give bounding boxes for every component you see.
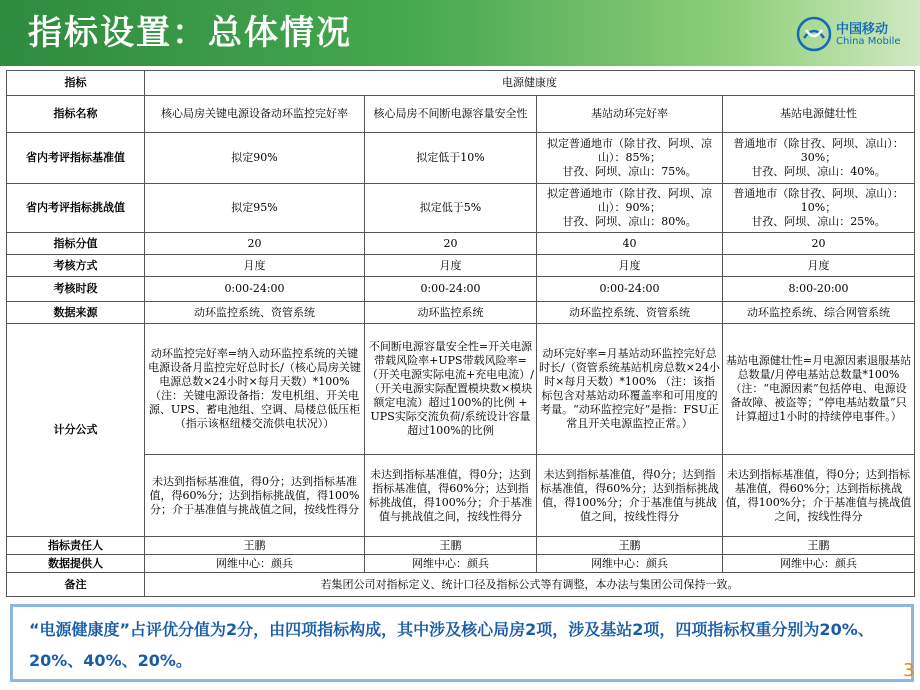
table-row-remark — [7, 573, 915, 597]
column-name-4: 基站电源健壮性 — [723, 96, 915, 133]
owner-cell: 王鹏 — [145, 537, 365, 555]
baseline-cell: 拟定90% — [145, 133, 365, 184]
scoring-rule-cell: 未达到指标基准值，得0分；达到指标基准值，得60%分；达到指标挑战值，得100%分；介于基准值与挑战值之间，按线性得分 — [365, 455, 537, 537]
owner-cell: 王鹏 — [537, 537, 723, 555]
period-cell: 0:00-24:00 — [537, 277, 723, 302]
table-row-provider — [7, 555, 915, 573]
row-label-period: 考核时段 — [7, 277, 145, 302]
column-name-2: 核心局房不间断电源容量安全性 — [365, 96, 537, 133]
baseline-cell: 拟定普通地市（除甘孜、阿坝、凉山）：85%； 甘孜、阿坝、凉山：75%。 — [537, 133, 723, 184]
source-cell: 动环监控系统、资管系统 — [145, 302, 365, 324]
table-row-owner — [7, 537, 915, 555]
row-label-source: 数据来源 — [7, 302, 145, 324]
row-label-method: 考核方式 — [7, 255, 145, 277]
column-name-3: 基站动环完好率 — [537, 96, 723, 133]
formula-cell: 动环完好率=月基站动环监控完好总时长/（资管系统基站机房总数×24小时×每月天数）*100% （注：该指标包含对基站动环覆盖率和可用度的考量。“动环监控完好”是指：FSU正常且开关电源监控正常。） — [537, 324, 723, 455]
provider-cell: 网维中心：颜兵 — [365, 555, 537, 573]
table-row-indicator-name — [7, 96, 915, 133]
score-cell: 20 — [723, 233, 915, 255]
remark-cell: 若集团公司对指标定义、统计口径及指标公式等有调整，本办法与集团公司保持一致。 — [145, 573, 915, 597]
scoring-rule-cell: 未达到指标基准值，得0分；达到指标基准值，得60%分；达到指标挑战值，得100%分；介于基准值与挑战值之间，按线性得分 — [723, 455, 915, 537]
method-cell: 月度 — [145, 255, 365, 277]
table-row-method — [7, 255, 915, 277]
indicator-table — [6, 70, 915, 597]
method-cell: 月度 — [723, 255, 915, 277]
score-cell: 20 — [365, 233, 537, 255]
source-cell: 动环监控系统 — [365, 302, 537, 324]
challenge-cell: 拟定95% — [145, 184, 365, 233]
score-cell: 40 — [537, 233, 723, 255]
formula-cell: 不间断电源容量安全性=开关电源带载风险率+UPS带载风险率=（开关电源实际电流+充电电流）/（开关电源实际配置模块数×模块额定电流）超过100%的比例 + UPS实际交流负荷/系统设计容量超过100%的比例 — [365, 324, 537, 455]
source-cell: 动环监控系统、资管系统 — [537, 302, 723, 324]
corner-label: 指标 — [7, 71, 145, 96]
group-label: 电源健康度 — [145, 71, 915, 96]
table-row-challenge — [7, 184, 915, 233]
row-label-formula: 计分公式 — [7, 324, 145, 537]
slide-title: 指标设置：总体情况 — [28, 13, 352, 53]
row-label-baseline: 省内考评指标基准值 — [7, 133, 145, 184]
provider-cell: 网维中心：颜兵 — [145, 555, 365, 573]
method-cell: 月度 — [537, 255, 723, 277]
period-cell: 0:00-24:00 — [365, 277, 537, 302]
table-row-formula — [7, 324, 915, 455]
summary-text: “电源健康度”占评优分值为2分，由四项指标构成，其中涉及核心局房2项，涉及基站2项，四项指标权重分别为20%、20%、40%、20%。 — [29, 620, 874, 670]
row-label-remark: 备注 — [7, 573, 145, 597]
challenge-cell: 拟定普通地市（除甘孜、阿坝、凉山）：90%； 甘孜、阿坝、凉山：80%。 — [537, 184, 723, 233]
summary-box — [10, 604, 914, 682]
owner-cell: 王鹏 — [723, 537, 915, 555]
provider-cell: 网维中心：颜兵 — [537, 555, 723, 573]
slide-header — [0, 0, 920, 66]
method-cell: 月度 — [365, 255, 537, 277]
source-cell: 动环监控系统、综合网管系统 — [723, 302, 915, 324]
row-label-score: 指标分值 — [7, 233, 145, 255]
scoring-rule-cell: 未达到指标基准值，得0分；达到指标基准值，得60%分；达到指标挑战值，得100%分；介于基准值与挑战值之间，按线性得分 — [145, 455, 365, 537]
owner-cell: 王鹏 — [365, 537, 537, 555]
table-row-period — [7, 277, 915, 302]
score-cell: 20 — [145, 233, 365, 255]
page-number: 3 — [903, 660, 915, 681]
table-row-score — [7, 233, 915, 255]
baseline-cell: 拟定低于10% — [365, 133, 537, 184]
challenge-cell: 拟定低于5% — [365, 184, 537, 233]
row-label-indicator-name: 指标名称 — [7, 96, 145, 133]
row-label-provider: 数据提供人 — [7, 555, 145, 573]
period-cell: 8:00-20:00 — [723, 277, 915, 302]
provider-cell: 网维中心：颜兵 — [723, 555, 915, 573]
column-name-1: 核心局房关键电源设备动环监控完好率 — [145, 96, 365, 133]
table-row-source — [7, 302, 915, 324]
china-mobile-logo — [796, 12, 916, 56]
china-mobile-logo-icon — [796, 16, 832, 52]
row-label-owner: 指标责任人 — [7, 537, 145, 555]
scoring-rule-cell: 未达到指标基准值，得0分；达到指标基准值，得60%分；达到指标挑战值，得100%分；介于基准值与挑战值之间，按线性得分 — [537, 455, 723, 537]
formula-cell: 基站电源健壮性=月电源因素退服基站总数量/月停电基站总数量*100% （注：“电源因素”包括停电、电源设备故障、被盗等；“停电基站数量”只计算超过1小时的持续停电事件。） — [723, 324, 915, 455]
challenge-cell: 普通地市（除甘孜、阿坝、凉山）：10%； 甘孜、阿坝、凉山：25%。 — [723, 184, 915, 233]
baseline-cell: 普通地市（除甘孜、阿坝、凉山）：30%； 甘孜、阿坝、凉山：40%。 — [723, 133, 915, 184]
row-label-challenge: 省内考评指标挑战值 — [7, 184, 145, 233]
brand-name-cn: 中国移动 — [836, 22, 889, 37]
period-cell: 0:00-24:00 — [145, 277, 365, 302]
table-row-baseline — [7, 133, 915, 184]
brand-name-en: China Mobile — [836, 36, 901, 47]
table-row-group — [7, 71, 915, 96]
formula-cell: 动环监控完好率=纳入动环监控系统的关键电源设备月监控完好总时长/（核心局房关键电源总数×24小时×每月天数）*100%（注：关键电源设备指：发电机组、开关电源、UPS、蓄电池组、空调、局楼总低压柜（指示该枢纽楼交流供电状况）） — [145, 324, 365, 455]
